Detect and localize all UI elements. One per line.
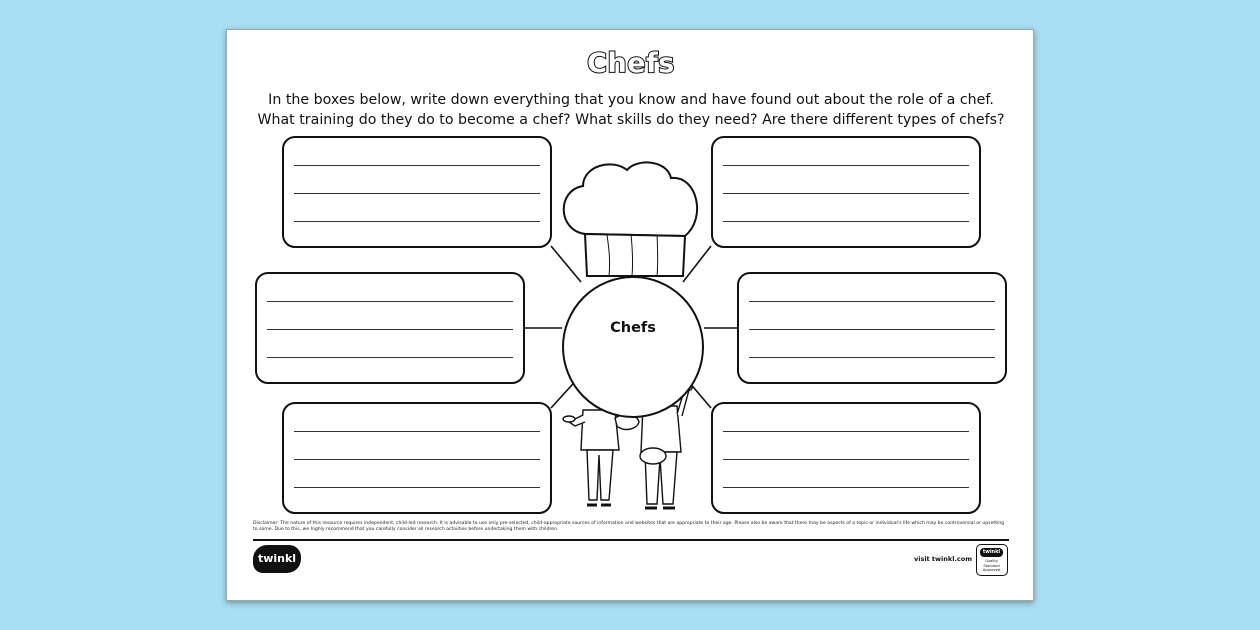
writing-line bbox=[294, 165, 540, 166]
writing-line bbox=[267, 329, 513, 330]
answer-box-mid-left[interactable] bbox=[255, 272, 525, 384]
visit-website-text: visit twinkl.com bbox=[913, 555, 972, 563]
writing-line bbox=[294, 487, 540, 488]
connector-top-left bbox=[551, 246, 581, 282]
writing-line bbox=[749, 329, 995, 330]
writing-line bbox=[723, 193, 969, 194]
writing-line bbox=[723, 459, 969, 460]
answer-box-top-left[interactable] bbox=[282, 136, 552, 248]
writing-line bbox=[267, 301, 513, 302]
answer-box-mid-right[interactable] bbox=[737, 272, 1007, 384]
writing-line bbox=[267, 357, 513, 358]
footer-divider bbox=[253, 539, 1009, 541]
answer-box-bottom-right[interactable] bbox=[711, 402, 981, 514]
quality-badge bbox=[976, 544, 1008, 576]
writing-line bbox=[294, 431, 540, 432]
writing-line bbox=[723, 221, 969, 222]
writing-line bbox=[723, 431, 969, 432]
writing-line bbox=[723, 165, 969, 166]
instructions-text: In the boxes below, write down everything that you know and have found out about the role of a chef. What training do they do to become a chef? What skills do they need? Are there different types of chefs? bbox=[257, 92, 1005, 128]
writing-line bbox=[723, 487, 969, 488]
disclaimer-text: Disclaimer: The nature of this resource requires independent, child-led research. It is advisable to use only pre-selected, child-appropriate sources of information and websites that are appropriate to their age. Please also be aware that there may be aspects of a topic or individual's life which may be controversial or upsetting to some. Due to this, we highly recommend that you carefully consider all research activities before undertaking them with children. bbox=[253, 521, 1005, 532]
answer-box-bottom-left[interactable] bbox=[282, 402, 552, 514]
writing-line bbox=[294, 221, 540, 222]
answer-box-top-right[interactable] bbox=[711, 136, 981, 248]
writing-line bbox=[294, 459, 540, 460]
writing-line bbox=[294, 193, 540, 194]
twinkl-logo: twinkl bbox=[253, 545, 301, 573]
center-circle-label: Chefs bbox=[610, 320, 656, 336]
chef-hat-icon bbox=[564, 162, 697, 276]
center-circle bbox=[562, 276, 704, 418]
worksheet bbox=[226, 29, 1034, 601]
worksheet-title: Chefs bbox=[587, 48, 675, 79]
quality-badge-text: Quality Standard Approved bbox=[982, 559, 1001, 572]
writing-line bbox=[749, 357, 995, 358]
connector-top-right bbox=[683, 246, 711, 282]
quality-badge-logo: twinkl bbox=[980, 548, 1003, 557]
writing-line bbox=[749, 301, 995, 302]
